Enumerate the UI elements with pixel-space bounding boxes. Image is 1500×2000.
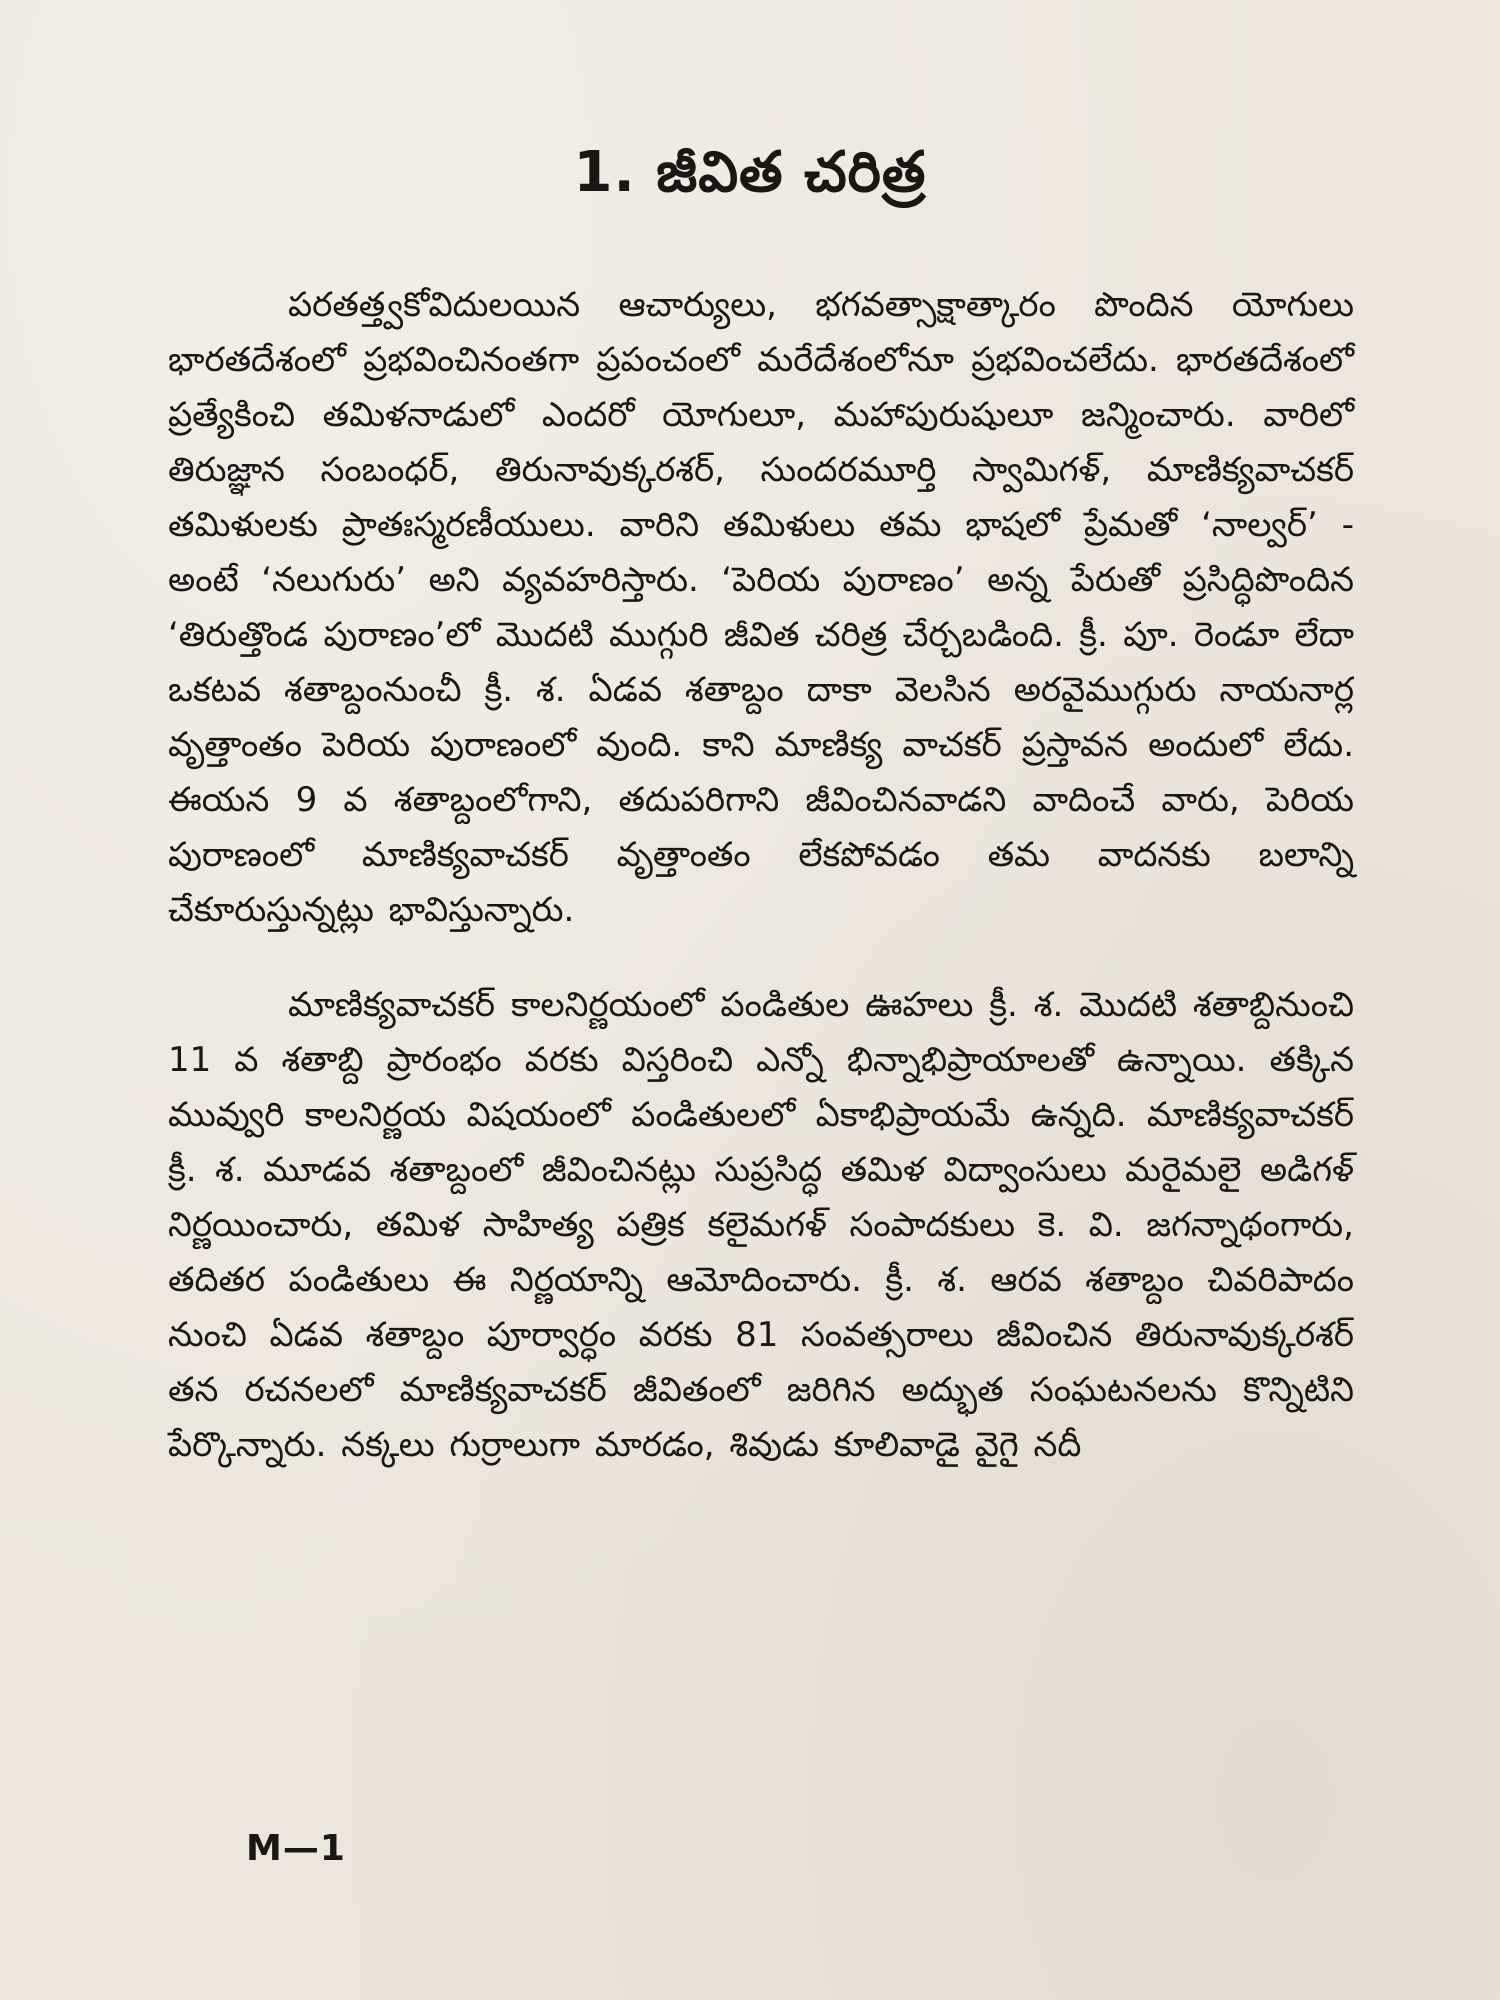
chapter-title: 1. జీవిత చరిత్ర xyxy=(573,140,927,205)
body-text xyxy=(168,278,1354,1473)
page-signature: M—1 xyxy=(246,1828,346,1869)
paragraph-1: పరతత్త్వకోవిదులయిన ఆచార్యులు, భగవత్సాక్షాత్కారం పొందిన యోగులు భారతదేశంలో ప్రభవించినంతగా ప్రపంచంలో మరేదేశంలోనూ ప్రభవించలేదు. భారతదేశంలో ప్రత్యేకించి తమిళనాడులో ఎందరో యోగులూ, మహాపురుషులూ జన్మించారు. వారిలో తిరుజ్ఞాన సంబంధర్, తిరునావుక్కరశర్, సుందరమూర్తి స్వామిగళ్, మాణిక్యవాచకర్ తమిళులకు ప్రాతఃస్మరణీయులు. వారిని తమిళులు తమ భాషలో ప్రేమతో ‘నాల్వర్’ - అంటే ‘నలుగురు’ అని వ్యవహరిస్తారు. ‘పెరియ పురాణం’ అన్న పేరుతో ప్రసిద్ధిపొందిన ‘తిరుత్తొండ పురాణం’లో మొదటి ముగ్గురి జీవిత చరిత్ర చేర్చబడింది. క్రీ. పూ. రెండూ లేదా ఒకటవ శతాబ్దంనుంచీ క్రీ. శ. ఏడవ శతాబ్దం దాకా వెలసిన అరవైముగ్గురు నాయనార్ల వృత్తాంతం పెరియ పురాణంలో వుంది. కాని మాణిక్య వాచకర్ ప్రస్తావన అందులో లేదు. ఈయన 9 వ శతాబ్దంలోగాని, తదుపరిగాని జీవించినవాడని వాదించే వారు, పెరియ పురాణంలో మాణిక్యవాచకర్ వృత్తాంతం లేకపోవడం తమ వాదనకు బలాన్ని చేకూరుస్తున్నట్లు భావిస్తున్నారు. xyxy=(168,285,1354,930)
paragraph-2: మాణిక్యవాచకర్ కాలనిర్ణయంలో పండితుల ఊహలు క్రీ. శ. మొదటి శతాబ్దినుంచి 11 వ శతాబ్ది ప్రారంభం వరకు విస్తరించి ఎన్నో భిన్నాభిప్రాయాలతో ఉన్నాయి. తక్కిన మువ్వురి కాలనిర్ణయ విషయంలో పండితులలో ఏకాభిప్రాయమే ఉన్నది. మాణిక్యవాచకర్ క్రీ. శ. మూడవ శతాబ్దంలో జీవించినట్లు సుప్రసిద్ధ తమిళ విద్వాంసులు మరైమలై అడిగళ్ నిర్ణయించారు, తమిళ సాహిత్య పత్రిక కలైమగళ్ సంపాదకులు కె. వి. జగన్నాథంగారు, తదితర పండితులు ఈ నిర్ణయాన్ని ఆమోదించారు. క్రీ. శ. ఆరవ శతాబ్దం చివరిపాదం నుంచి ఏడవ శతాబ్దం పూర్వార్ధం వరకు 81 సంవత్సరాలు జీవించిన తిరునావుక్కరశర్ తన రచనలలో మాణిక్యవాచకర్ జీవితంలో జరిగిన అద్భుత సంఘటనలను కొన్నిటిని పేర్కొన్నారు. నక్కలు గుర్రాలుగా మారడం, శివుడు కూలివాడై వైగై నదీ xyxy=(168,985,1354,1465)
